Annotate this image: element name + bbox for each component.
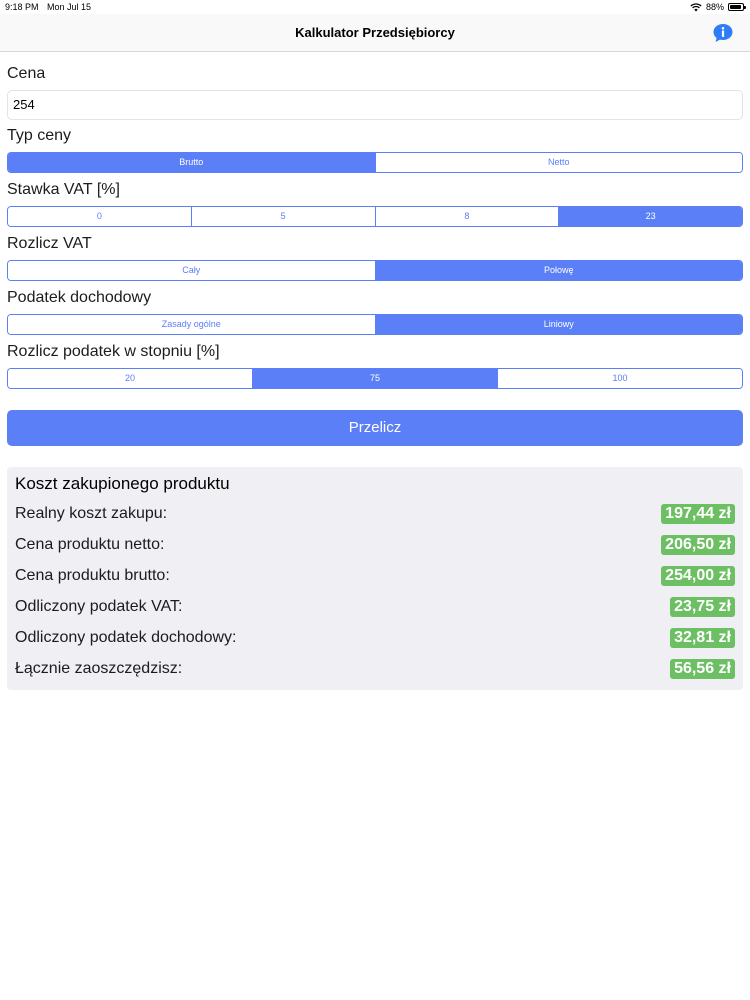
- calculate-button[interactable]: Przelicz: [7, 410, 743, 446]
- info-icon[interactable]: [712, 23, 734, 43]
- result-label: Cena produktu netto:: [15, 535, 165, 553]
- status-right: [690, 2, 744, 12]
- result-label: Cena produktu brutto:: [15, 566, 170, 584]
- result-row: [15, 529, 735, 560]
- vat-rate-segment[interactable]: 5: [192, 207, 376, 226]
- wifi-icon: [690, 3, 702, 12]
- income-tax-segment[interactable]: Zasady ogólne: [8, 315, 376, 334]
- result-label: Realny koszt zakupu:: [15, 504, 168, 522]
- tax-degree-segment[interactable]: 75: [253, 369, 498, 388]
- battery-fill: [730, 5, 741, 9]
- price-type-segment[interactable]: Brutto: [8, 153, 376, 172]
- battery-percent: 88%: [705, 2, 724, 12]
- price-label: Cena: [7, 65, 46, 82]
- battery-icon: [728, 3, 744, 11]
- result-value-badge: 206,50 zł: [661, 535, 735, 555]
- status-bar: [0, 0, 750, 14]
- vat-settle-label: Rozlicz VAT: [7, 235, 92, 252]
- result-value-badge: 23,75 zł: [670, 597, 735, 617]
- results-panel: [7, 467, 743, 690]
- result-row: [15, 653, 735, 684]
- vat-settle-segment[interactable]: Połowę: [376, 261, 743, 280]
- vat-rate-segment[interactable]: 23: [559, 207, 742, 226]
- vat-rate-segment[interactable]: 0: [8, 207, 192, 226]
- price-type-segmented-control: [7, 152, 743, 173]
- vat-rate-segment[interactable]: 8: [376, 207, 560, 226]
- vat-rate-label: Stawka VAT [%]: [7, 181, 120, 198]
- income-tax-segment[interactable]: Liniowy: [376, 315, 743, 334]
- tax-degree-label: Rozlicz podatek w stopniu [%]: [7, 343, 220, 360]
- tax-degree-segment[interactable]: 100: [498, 369, 742, 388]
- vat-settle-segment[interactable]: Cały: [8, 261, 376, 280]
- main-content: [7, 52, 743, 690]
- price-input[interactable]: 254: [7, 90, 743, 120]
- income-tax-segmented-control: [7, 314, 743, 335]
- result-label: Odliczony podatek VAT:: [15, 597, 183, 615]
- vat-rate-segmented-control: [7, 206, 743, 227]
- result-row: [15, 591, 735, 622]
- result-label: Łącznie zaoszczędzisz:: [15, 659, 183, 677]
- page-title: Kalkulator Przedsiębiorcy: [295, 25, 455, 40]
- navigation-bar: [0, 14, 750, 52]
- result-value-badge: 32,81 zł: [670, 628, 735, 648]
- income-tax-label: Podatek dochodowy: [7, 289, 152, 306]
- status-date: Mon Jul 15: [47, 2, 92, 12]
- result-value-badge: 254,00 zł: [661, 566, 735, 586]
- vat-settle-segmented-control: [7, 260, 743, 281]
- result-row: [15, 622, 735, 653]
- result-value-badge: 56,56 zł: [670, 659, 735, 679]
- result-row: [15, 498, 735, 529]
- price-type-segment[interactable]: Netto: [376, 153, 743, 172]
- tax-degree-segmented-control: [7, 368, 743, 389]
- result-label: Odliczony podatek dochodowy:: [15, 628, 237, 646]
- result-value-badge: 197,44 zł: [661, 504, 735, 524]
- result-row: [15, 560, 735, 591]
- tax-degree-segment[interactable]: 20: [8, 369, 253, 388]
- status-time: 9:18 PM: [5, 2, 39, 12]
- results-title: Koszt zakupionego produktu: [15, 474, 230, 493]
- price-type-label: Typ ceny: [7, 127, 72, 144]
